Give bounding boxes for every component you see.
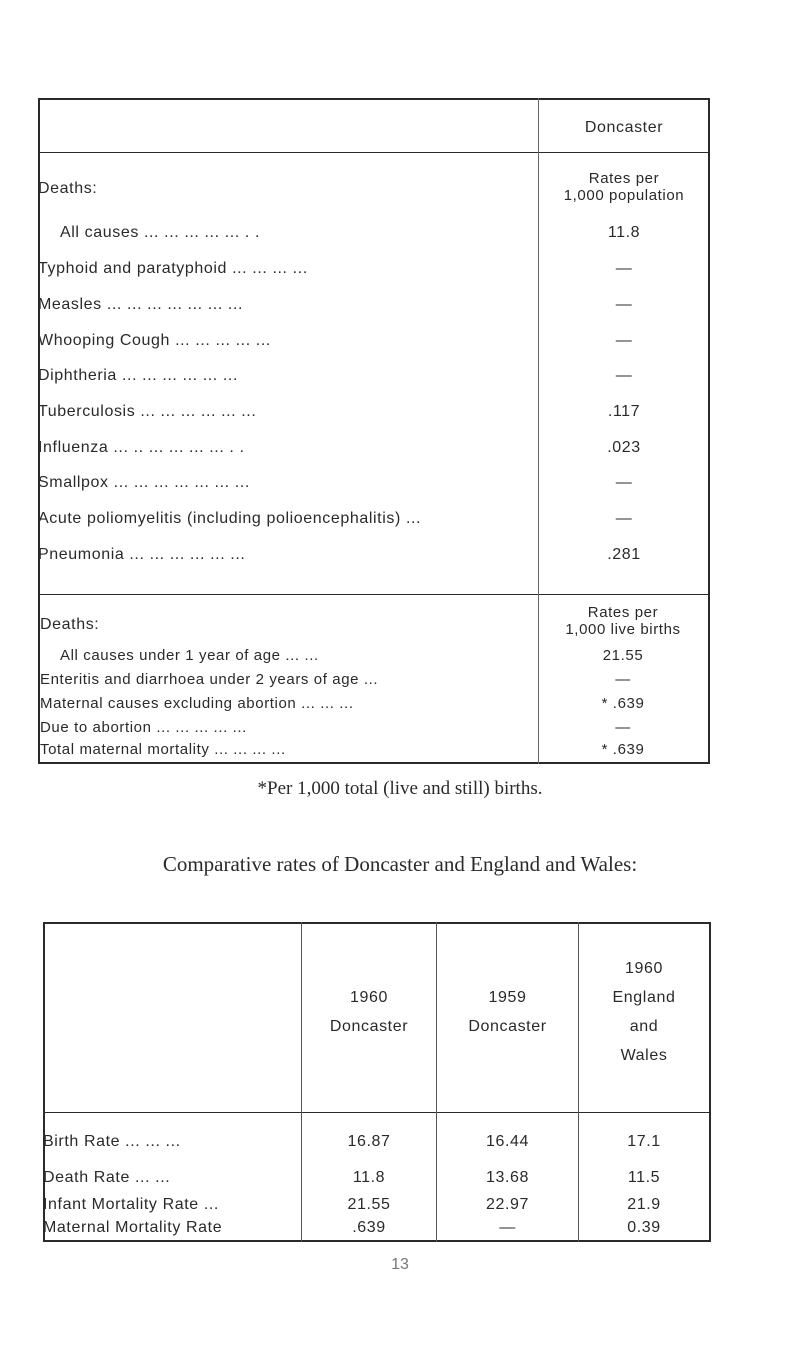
table-top-border — [43, 922, 711, 924]
cell-value: 11.5 — [627, 1169, 661, 1186]
row-value: 11.8 — [607, 224, 641, 241]
row-label-maternal-causes-final: Maternal causes excluding abortion ... ... ... — [40, 695, 354, 712]
cell-value: — — [499, 1219, 516, 1236]
header-1960-england-year: 1960 — [625, 960, 663, 977]
row-label-pneumonia: Pneumonia ... ... ... ... ... ... — [38, 546, 246, 563]
row-value: * .639 — [601, 695, 645, 712]
row-value: — — [615, 260, 633, 277]
table-right-border — [709, 922, 711, 1242]
row-label-infant-mortality: Infant Mortality Rate ... — [43, 1196, 219, 1213]
row-label-tuberculosis: Tuberculosis ... ... ... ... ... ... — [38, 403, 257, 420]
row-label-all-causes: All causes ... ... ... ... ... . . — [60, 224, 261, 241]
row-value: — — [615, 296, 633, 313]
row-label-influenza: Influenza ... .. ... ... ... ... . . — [38, 439, 245, 456]
row-value: .281 — [607, 546, 641, 563]
total-maternal-row — [40, 755, 708, 785]
row-label-typhoid: Typhoid and paratyphoid ... ... ... ... — [38, 260, 308, 277]
table-left-border — [43, 922, 45, 1242]
row-label-death-rate: Death Rate ... ... — [43, 1169, 171, 1186]
row-label-poliomyelitis: Acute poliomyelitis (including polioencephalitis) ... — [38, 510, 422, 527]
section2-label-final: Deaths: — [40, 616, 100, 633]
page-number: 13 — [391, 1256, 409, 1273]
row-label-smallpox: Smallpox ... ... ... ... ... ... ... — [38, 474, 250, 491]
row-label-diphtheria: Diphtheria ... ... ... ... ... ... — [38, 367, 239, 384]
row-label-measles: Measles ... ... ... ... ... ... ... — [38, 296, 244, 313]
cell-value: 22.97 — [485, 1196, 530, 1213]
row-value: * .639 — [601, 741, 645, 758]
comparative-title: Comparative rates of Doncaster and England and Wales: — [162, 852, 638, 876]
cell-value: 13.68 — [485, 1169, 530, 1186]
row-value: — — [615, 719, 631, 736]
section1-rate-header-line2: 1,000 population — [563, 187, 685, 204]
cell-value: 16.44 — [485, 1133, 530, 1150]
section1-rate-header-line1: Rates per — [588, 170, 660, 187]
section1-label: Deaths: — [38, 180, 98, 197]
cell-value: 17.1 — [627, 1133, 661, 1150]
cell-value: .639 — [352, 1219, 386, 1236]
row-label-abortion-final: Due to abortion ... ... ... ... ... — [40, 719, 247, 736]
row-label-total-maternal: Total maternal mortality ... ... ... ... — [40, 741, 286, 758]
column-divider-1 — [301, 922, 302, 1242]
column-header-doncaster: Doncaster — [584, 119, 664, 136]
row-label-infant-all-causes-final: All causes under 1 year of age ... ... — [60, 647, 319, 664]
section2-rate-header-line2-final: 1,000 live births — [565, 621, 681, 638]
cell-value: 21.55 — [347, 1196, 391, 1213]
table-right-border — [708, 98, 710, 764]
row-label-maternal-mortality: Maternal Mortality Rate — [43, 1219, 223, 1236]
row-value: — — [615, 367, 633, 384]
header-1960-doncaster-year: 1960 — [350, 989, 388, 1006]
header-1959-doncaster-year: 1959 — [488, 989, 527, 1006]
header-divider — [38, 152, 710, 153]
row-label-birth-rate: Birth Rate ... ... ... — [43, 1133, 181, 1150]
row-value: — — [615, 474, 633, 491]
header-1960-england-line2: England — [612, 989, 676, 1006]
row-value: 21.55 — [602, 647, 644, 664]
header-divider — [43, 1112, 711, 1113]
row-value: — — [615, 510, 633, 527]
cell-value: 16.87 — [347, 1133, 391, 1150]
cell-value: 0.39 — [627, 1219, 661, 1236]
row-value: — — [615, 671, 631, 688]
comparative-rates-table — [43, 922, 711, 1242]
row-value: — — [615, 332, 633, 349]
header-1959-doncaster-place: Doncaster — [468, 1018, 547, 1035]
row-value: .117 — [607, 403, 641, 420]
cell-value: 21.9 — [627, 1196, 661, 1213]
row-value: .023 — [607, 439, 641, 456]
footnote: *Per 1,000 total (live and still) births. — [257, 778, 543, 799]
header-1960-england-line3: and — [629, 1018, 659, 1035]
section2-rate-header-line1-final: Rates per — [587, 604, 659, 621]
column-divider-2 — [436, 922, 437, 1242]
table-top-border — [38, 98, 710, 100]
row-label-whooping-cough: Whooping Cough ... ... ... ... ... — [38, 332, 271, 349]
table-bottom-border — [43, 1240, 711, 1242]
header-1960-england-line4: Wales — [620, 1047, 668, 1064]
row-label-enteritis-final: Enteritis and diarrhoea under 2 years of age ... — [40, 671, 379, 688]
infant-maternal-section — [40, 595, 708, 762]
header-1960-doncaster-place: Doncaster — [329, 1018, 409, 1035]
cell-value: 11.8 — [352, 1169, 386, 1186]
